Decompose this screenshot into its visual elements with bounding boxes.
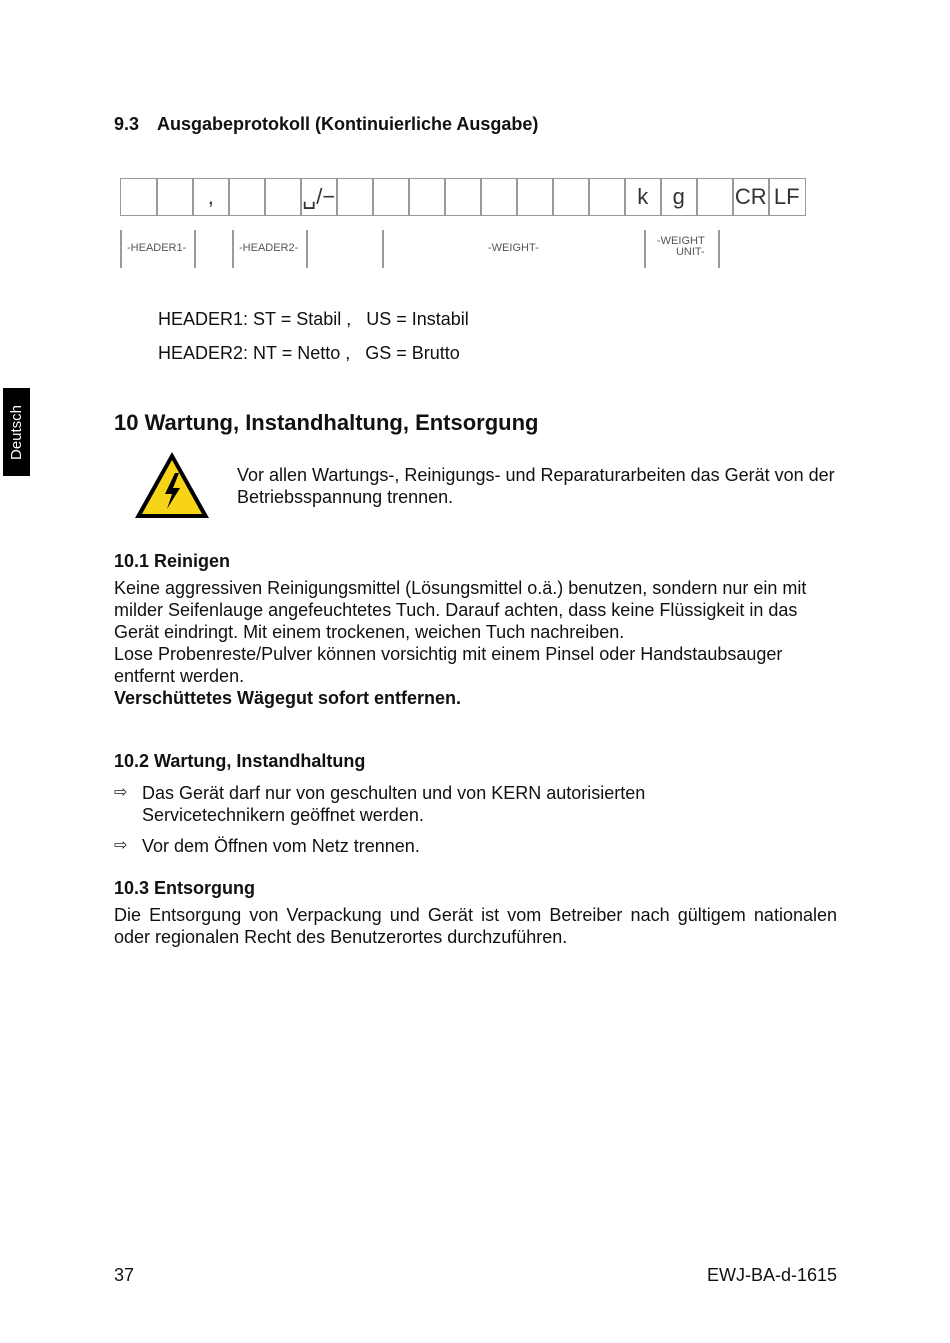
protocol-cell: k [624,178,662,216]
page-number: 37 [114,1265,135,1285]
protocol-cell: CR [732,178,770,216]
warning-text: Vor allen Wartungs-, Reinigungs- und Reparaturarbeiten das Gerät von der Betriebsspannung trennen. [237,465,835,507]
protocol-cell [444,178,482,216]
section-10-1-paragraph-1: Keine aggressiven Reinigungsmittel (Lösungsmittel o.ä.) benutzen, sondern nur ein mit milder Seifenlauge angefeuchtetes Tuch. Darauf achten, dass keine Flüssigkeit in das Gerät eindringt. Mit einem trockenen, weichen Tuch nachreiben. [114,578,807,642]
protocol-cell [228,178,266,216]
section-9-3-title: 9.3 Ausgabeprotokoll (Kontinuierliche Ausgabe) [114,114,539,134]
protocol-cell: g [660,178,698,216]
protocol-cell [372,178,410,216]
protocol-cell [696,178,734,216]
segment-divider [306,230,308,268]
section-10-1-paragraph-2: Lose Probenreste/Pulver können vorsichtig mit einem Pinsel oder Handstaubsauger entfernt werden. [114,644,783,686]
header1-legend: HEADER1: ST = Stabil , US = Instabil [158,309,469,329]
segment-label-weight: -WEIGHT- [488,242,539,254]
list-item [114,835,714,857]
arrow-right-icon: ⇨ [114,837,128,854]
document-id: EWJ-BA-d-1615 [706,1265,837,1285]
section-10-3-paragraph: Die Entsorgung von Verpackung und Gerät ist vom Betreiber nach gültigem nationalen oder regionalen Recht des Benutzerortes durchzuführen. [114,905,837,947]
list-item-text: Vor dem Öffnen vom Netz trennen. [142,836,420,856]
segment-label-weight-unit: -WEIGHT UNIT- [657,235,705,258]
segment-divider [120,230,122,268]
protocol-cell: ␣/− [300,178,338,216]
section-10-3-title: 10.3 Entsorgung [114,878,256,898]
protocol-cell [588,178,626,216]
protocol-cell: LF [768,178,806,216]
protocol-segments [120,230,834,270]
section-10-1-bold-note: Verschüttetes Wägegut sofort entfernen. [114,688,462,708]
language-tab-label: Deutsch [8,404,25,460]
arrow-right-icon: ⇨ [114,784,128,801]
high-voltage-warning-icon [132,449,212,521]
list-item-text: Das Gerät darf nur von geschulten und von KERN autorisierten Servicetechnikern geöffnet werden. [142,783,646,825]
protocol-cell: , [192,178,230,216]
output-protocol-diagram [120,178,834,270]
header2-legend: HEADER2: NT = Netto , GS = Brutto [158,343,460,363]
segment-label-header2: -HEADER2- [239,242,299,254]
section-10-title: 10 Wartung, Instandhaltung, Entsorgung [114,410,539,435]
protocol-cell [408,178,446,216]
protocol-cell [156,178,194,216]
language-tab [3,388,30,476]
section-10-1-title: 10.1 Reinigen [114,551,231,571]
protocol-cell [264,178,302,216]
list-item [114,782,714,826]
protocol-cell [336,178,374,216]
segment-divider [382,230,384,268]
protocol-cells [120,178,804,216]
segment-divider [194,230,196,268]
protocol-cell [120,178,158,216]
segment-divider [718,230,720,268]
segment-divider [644,230,646,268]
protocol-cell [480,178,518,216]
protocol-cell [516,178,554,216]
protocol-cell [552,178,590,216]
section-10-2-title: 10.2 Wartung, Instandhaltung [114,751,366,771]
segment-divider [232,230,234,268]
segment-label-header1: -HEADER1- [127,242,187,254]
